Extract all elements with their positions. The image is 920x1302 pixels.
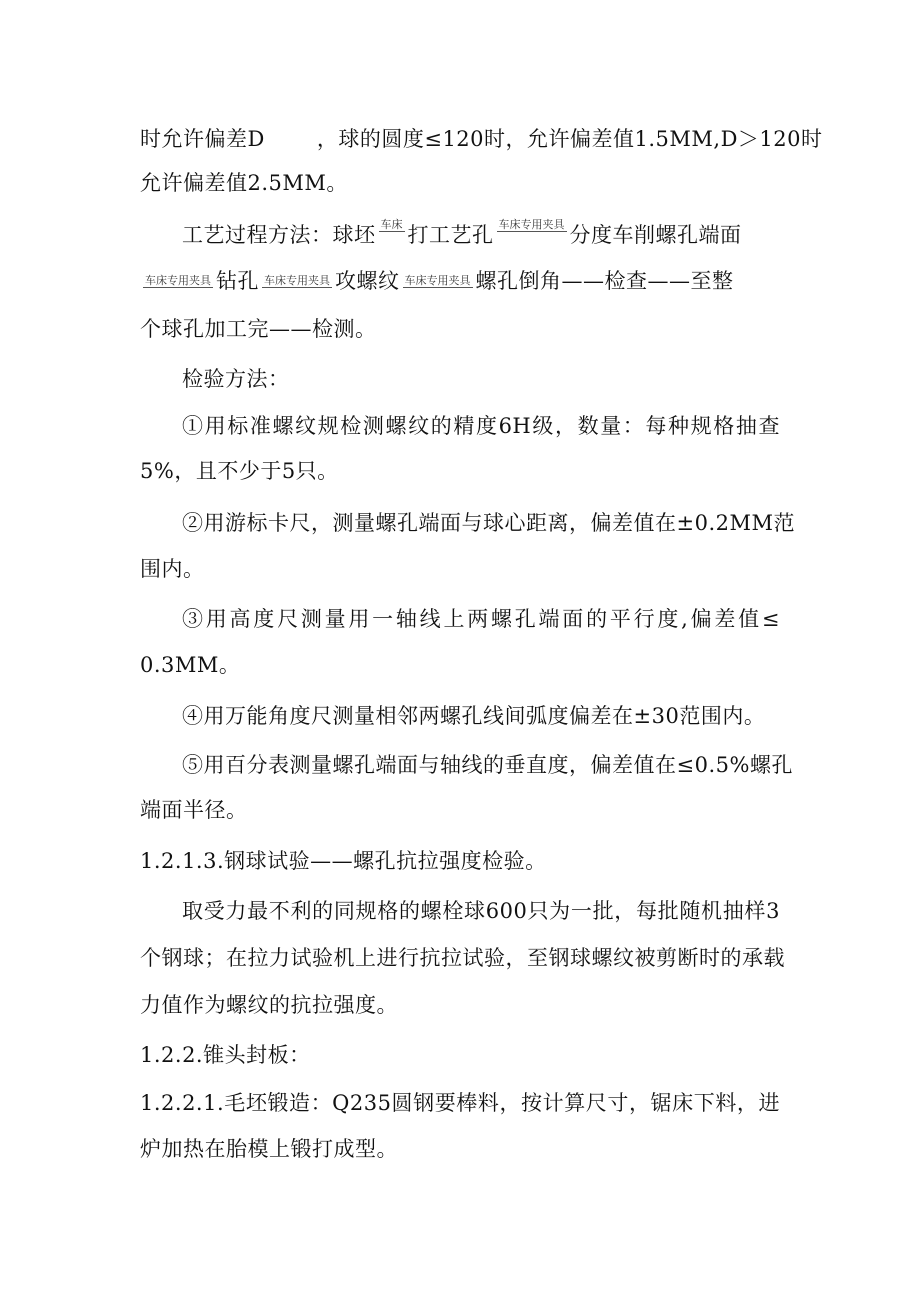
- paragraph-line: 力值作为螺纹的抗拉强度。: [140, 993, 398, 1017]
- paragraph-line: 个钢球；在拉力试验机上进行抗拉试验，至钢球螺纹被剪断时的承载: [140, 946, 785, 970]
- paragraph-line: 炉加热在胎模上锻打成型。: [140, 1137, 398, 1161]
- process-flow-line-1: [182, 219, 742, 250]
- paragraph-line: 1.2.2.1.毛坯锻造：Q235圆钢要棒料，按计算尺寸，锯床下料，进: [140, 1091, 780, 1115]
- inspection-item-1: ①用标准螺纹规检测螺纹的精度6H级，数量：每种规格抽查: [182, 414, 780, 438]
- paragraph-line: 围内。: [140, 557, 205, 581]
- text-run: 钻孔: [216, 269, 259, 293]
- inspection-item-3: ③用高度尺测量用一轴线上两螺孔端面的平行度,偏差值≤: [182, 607, 780, 631]
- process-arrow-label: 车床专用夹具: [498, 218, 565, 231]
- paragraph-line: 取受力最不利的同规格的螺栓球600只为一批，每批随机抽样3: [182, 899, 780, 923]
- process-arrow-label: 车床专用夹具: [264, 274, 330, 287]
- paragraph-line: 5%，且不少于5只。: [140, 459, 339, 483]
- process-flow-line-2: [140, 266, 734, 296]
- section-label: 检验方法：: [182, 367, 290, 391]
- inspection-item-2: ②用游标卡尺，测量螺孔端面与球心距离，偏差值在±0.2MM范: [182, 511, 795, 535]
- paragraph-line: 个球孔加工完——检测。: [140, 317, 377, 341]
- text-run: 攻螺纹: [335, 269, 400, 293]
- section-heading: 1.2.1.3.钢球试验——螺孔抗拉强度检验。: [140, 849, 547, 873]
- process-arrow-label: 车床专用夹具: [145, 274, 211, 287]
- text-run: ，球的圆度≤120时，允许偏差值1.5MM,D＞120时: [316, 127, 823, 151]
- process-arrow-label: 车床专用夹具: [404, 274, 471, 287]
- text-run: 时允许偏差D: [140, 127, 265, 151]
- paragraph-line: 0.3MM。: [140, 653, 241, 677]
- inspection-item-5: ⑤用百分表测量螺孔端面与轴线的垂直度，偏差值在≤0.5%螺孔: [182, 753, 793, 777]
- text-run: 螺孔倒角——检查——至整: [475, 269, 734, 293]
- process-arrow-label: 车床: [380, 218, 403, 231]
- paragraph-line: 端面半径。: [140, 798, 248, 822]
- inspection-item-4: ④用万能角度尺测量相邻两螺孔线间弧度偏差在±30范围内。: [182, 704, 766, 728]
- paragraph-line: 允许偏差值2.5MM。: [140, 171, 348, 195]
- paragraph-line: [140, 124, 823, 154]
- text-run: 工艺过程方法：球坯: [182, 223, 376, 247]
- text-run: 分度车削螺孔端面: [569, 223, 742, 247]
- section-heading: 1.2.2.锥头封板：: [140, 1043, 311, 1067]
- text-run: 打工艺孔: [407, 223, 494, 247]
